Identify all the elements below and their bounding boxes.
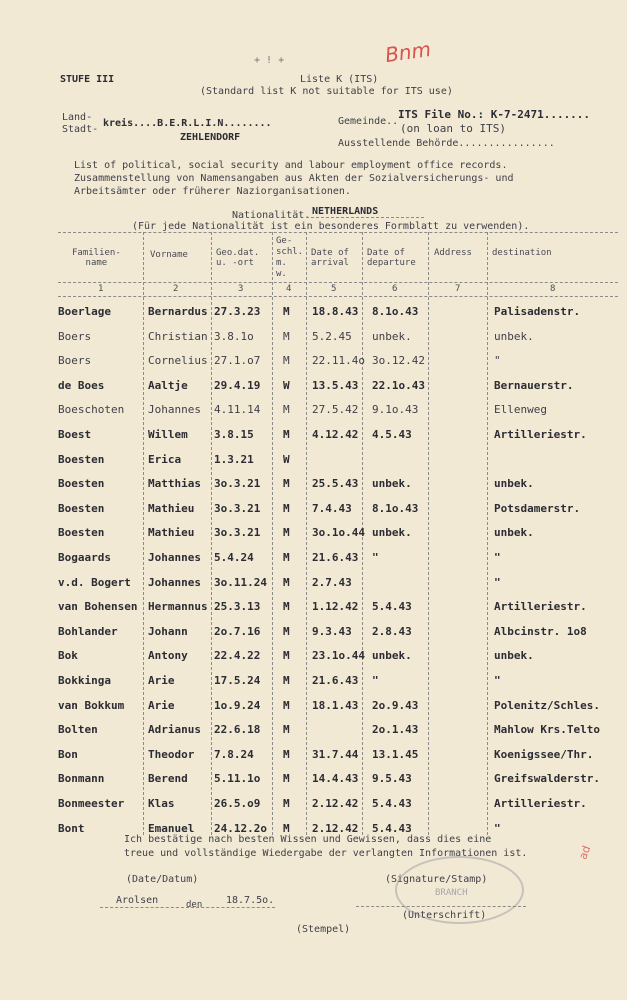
cell-sex: M	[283, 821, 290, 835]
cell-sex: M	[283, 403, 290, 417]
cell-birth-date: 3o.3.21	[214, 501, 261, 515]
cell-birth-date: 3.8.1o	[214, 329, 254, 343]
table-row	[0, 649, 627, 671]
land-label: Land-	[62, 112, 93, 123]
cell-departure-date: 2o.1.43	[372, 723, 419, 737]
cell-first-name: Johannes	[148, 575, 201, 589]
table-top-rule	[58, 232, 618, 233]
cell-birth-date: 7.8.24	[214, 747, 254, 761]
cell-arrival-date: 21.6.43	[312, 551, 359, 564]
cell-departure-date: 3o.12.42	[372, 354, 425, 368]
cell-first-name: Matthias	[148, 477, 201, 491]
col-header-address: Address	[434, 248, 472, 258]
cell-sex: M	[283, 772, 290, 786]
cell-sex: M	[283, 526, 290, 540]
cell-first-name: Mathieu	[148, 501, 195, 515]
cell-birth-date: 3o.3.21	[214, 477, 261, 491]
cell-first-name: Aaltje	[148, 378, 188, 392]
table-row	[0, 403, 627, 425]
cell-birth-date: 5.4.24	[214, 551, 254, 564]
cell-departure-date: 8.1o.43	[372, 305, 419, 318]
nationality-note: (Für jede Nationalität ist ein besonderes Formblatt zu verwenden).	[132, 221, 530, 232]
cell-destination: unbek.	[494, 649, 534, 663]
cell-first-name: Klas	[148, 797, 175, 810]
cell-sex: M	[283, 354, 290, 368]
cell-destination: Artilleriestr.	[494, 600, 587, 614]
ausstellende-label: Ausstellende Behörde................	[338, 138, 555, 149]
cell-sex: M	[283, 747, 290, 761]
cell-family-name: Boers	[58, 354, 92, 368]
cell-first-name: Arie	[148, 698, 175, 712]
cell-arrival-date: 7.4.43	[312, 501, 352, 515]
cell-destination: Potsdamerstr.	[494, 501, 581, 515]
cell-arrival-date: 2.12.42	[312, 821, 359, 835]
cell-destination: unbek.	[494, 329, 534, 343]
col-number: 5	[331, 284, 337, 294]
table-row	[0, 772, 627, 794]
table-row	[0, 625, 627, 647]
cell-first-name: Antony	[148, 649, 188, 663]
cell-arrival-date: 1.12.42	[312, 600, 359, 614]
cell-family-name: Boesten	[58, 501, 105, 515]
cell-sex: M	[283, 674, 290, 687]
cell-arrival-date: 21.6.43	[312, 674, 359, 687]
cell-destination: "	[494, 674, 501, 687]
cell-departure-date: 13.1.45	[372, 747, 419, 761]
cell-first-name: Cornelius	[148, 354, 208, 368]
cell-destination: Artilleriestr.	[494, 428, 587, 441]
cell-family-name: Boesten	[58, 477, 105, 491]
cell-sex: M	[283, 305, 290, 318]
table-row	[0, 354, 627, 376]
table-row	[0, 428, 627, 450]
table-row	[0, 748, 627, 770]
unterschrift-label: (Unterschrift)	[402, 910, 487, 921]
cell-departure-date: 9.5.43	[372, 772, 412, 786]
cell-sex: M	[283, 649, 290, 663]
cell-destination: unbek.	[494, 477, 534, 491]
cell-sex: M	[283, 428, 290, 441]
cell-arrival-date: 25.5.43	[312, 477, 359, 491]
cell-family-name: Bok	[58, 649, 78, 663]
cell-first-name: Willem	[148, 428, 188, 441]
cell-arrival-date: 31.7.44	[312, 747, 359, 761]
den-label: den	[186, 900, 203, 910]
cell-first-name: Theodor	[148, 747, 195, 761]
cell-destination: "	[494, 354, 501, 368]
cell-birth-date: 1o.9.24	[214, 698, 261, 712]
cell-first-name: Emanuel	[148, 821, 195, 835]
cell-departure-date: unbek.	[372, 329, 412, 343]
cell-sex: W	[283, 378, 290, 392]
cell-sex: M	[283, 477, 290, 491]
date-value: 18.7.5o.	[226, 895, 275, 906]
cell-destination: Koenigssee/Thr.	[494, 747, 594, 761]
table-row	[0, 502, 627, 524]
place-value: Arolsen	[116, 895, 159, 906]
handwritten-note: Bnm	[383, 36, 433, 68]
cell-sex: M	[283, 698, 290, 712]
cell-first-name: Christian	[148, 329, 208, 343]
cell-family-name: v.d. Bogert	[58, 575, 131, 589]
cell-birth-date: 2o.7.16	[214, 624, 261, 638]
cell-destination: Ellenweg	[494, 403, 547, 417]
table-row	[0, 600, 627, 622]
cell-birth-date: 25.3.13	[214, 600, 261, 614]
cell-birth-date: 27.3.23	[214, 305, 261, 318]
cell-family-name: Bont	[58, 821, 85, 835]
cell-departure-date: 5.4.43	[372, 797, 412, 810]
cell-arrival-date: 9.3.43	[312, 624, 352, 638]
margin-mark: ad	[576, 843, 594, 862]
cell-destination: Greifswalderstr.	[494, 772, 600, 786]
table-row	[0, 576, 627, 598]
col-header-departure: Date of departure	[367, 248, 416, 268]
cell-destination: Artilleriestr.	[494, 797, 587, 810]
cell-sex: M	[283, 624, 290, 638]
cell-first-name: Arie	[148, 674, 175, 687]
cell-departure-date: unbek.	[372, 477, 412, 491]
table-row	[0, 699, 627, 721]
description-line-2: Zusammenstellung von Namensangaben aus Akten der Sozialversicherungs- und	[74, 173, 514, 184]
cell-family-name: Bon	[58, 747, 78, 761]
confirmation-line-1: Ich bestätige nach besten Wissen und Gewissen, dass dies eine	[124, 834, 492, 845]
cell-sex: M	[283, 797, 290, 810]
col-number: 6	[392, 284, 398, 294]
cell-family-name: Bolten	[58, 723, 98, 737]
stamp-text: BRANCH	[435, 888, 468, 898]
cell-destination: Albcinstr. 1o8	[494, 624, 587, 638]
cell-first-name: Hermannus	[148, 600, 208, 614]
table-row	[0, 674, 627, 696]
cell-family-name: Bohlander	[58, 624, 118, 638]
cell-sex: M	[283, 575, 290, 589]
cell-birth-date: 3o.11.24	[214, 575, 267, 589]
col-number: 2	[173, 284, 179, 294]
cell-birth-date: 26.5.o9	[214, 797, 261, 810]
cell-arrival-date: 18.8.43	[312, 305, 359, 318]
cell-departure-date: 5.4.43	[372, 821, 412, 835]
cell-first-name: Berend	[148, 772, 188, 786]
cell-departure-date: 9.1o.43	[372, 403, 419, 417]
confirmation-line-2: treue und vollständige Wiedergabe der verlangten Informationen ist.	[124, 848, 528, 859]
cell-departure-date: 2.8.43	[372, 624, 412, 638]
cell-birth-date: 22.4.22	[214, 649, 261, 663]
liste-title: Liste K (ITS)	[300, 74, 379, 85]
cell-family-name: van Bohensen	[58, 600, 138, 614]
table-row	[0, 551, 627, 573]
cell-destination: unbek.	[494, 526, 534, 540]
cell-family-name: Boesten	[58, 452, 105, 466]
col-header-geschlecht: Ge- schl. m. w.	[276, 236, 304, 279]
cell-arrival-date: 23.1o.44	[312, 649, 365, 663]
cell-sex: M	[283, 329, 290, 343]
cell-birth-date: 17.5.24	[214, 674, 261, 687]
table-row	[0, 453, 627, 475]
cell-sex: M	[283, 723, 290, 737]
cell-family-name: Boerlage	[58, 305, 111, 318]
cell-departure-date: "	[372, 551, 379, 564]
table-row	[0, 477, 627, 499]
col-number: 7	[455, 284, 461, 294]
col-header-geodat: Geo.dat. u. -ort	[216, 248, 260, 268]
table-row	[0, 723, 627, 745]
cell-sex: M	[283, 551, 290, 564]
nationality-underline	[306, 217, 424, 218]
cell-family-name: Boest	[58, 428, 92, 441]
cell-first-name: Adrianus	[148, 723, 201, 737]
cell-birth-date: 24.12.2o	[214, 821, 267, 835]
col-number: 4	[286, 284, 292, 294]
cell-first-name: Bernardus	[148, 305, 208, 318]
cell-first-name: Erica	[148, 452, 182, 466]
cell-family-name: Boers	[58, 329, 92, 343]
kreis-value: ZEHLENDORF	[180, 132, 241, 143]
col-header-destination: destination	[492, 248, 552, 258]
cell-sex: W	[283, 452, 290, 466]
cell-family-name: Bonmeester	[58, 797, 125, 810]
cell-departure-date: unbek.	[372, 649, 412, 663]
cell-departure-date: 5.4.43	[372, 600, 412, 614]
description-line-3: Arbeitsämter oder früherer Naziorganisationen.	[74, 186, 351, 197]
cell-arrival-date: 14.4.43	[312, 772, 359, 786]
cell-arrival-date: 2.7.43	[312, 575, 352, 589]
table-row	[0, 379, 627, 401]
col-header-arrival: Date of arrival	[311, 248, 349, 268]
cell-first-name: Mathieu	[148, 526, 195, 540]
cell-arrival-date: 27.5.42	[312, 403, 359, 417]
cell-destination: Palisadenstr.	[494, 305, 581, 318]
cell-family-name: van Bokkum	[58, 698, 125, 712]
col-header-familienname: Familien- name	[72, 248, 121, 268]
its-file-number: ITS File No.: K-7-2471.......	[398, 108, 591, 121]
cell-family-name: Boesten	[58, 526, 105, 540]
cell-destination: Bernauerstr.	[494, 378, 574, 392]
cell-destination: "	[494, 821, 501, 835]
cell-family-name: Bogaards	[58, 551, 111, 564]
cell-departure-date: 4.5.43	[372, 428, 412, 441]
col-number: 8	[550, 284, 556, 294]
cell-departure-date: "	[372, 674, 379, 687]
table-row	[0, 330, 627, 352]
cell-arrival-date: 5.2.45	[312, 329, 352, 343]
table-row	[0, 526, 627, 548]
stufe-label: STUFE III	[60, 74, 115, 85]
cell-birth-date: 27.1.o7	[214, 354, 261, 368]
cell-family-name: de Boes	[58, 378, 105, 392]
on-loan-note: (on loan to ITS)	[400, 122, 506, 135]
cell-arrival-date: 22.11.4o	[312, 354, 365, 368]
cell-arrival-date: 4.12.42	[312, 428, 359, 441]
cell-departure-date: 8.1o.43	[372, 501, 419, 515]
date-line	[100, 907, 275, 908]
col-number: 1	[98, 284, 104, 294]
cell-sex: M	[283, 501, 290, 515]
gemeinde-label: Gemeinde..	[338, 116, 399, 127]
stadt-label: Stadt-	[62, 124, 99, 135]
cell-family-name: Boeschoten	[58, 403, 125, 417]
cell-departure-date: unbek.	[372, 526, 412, 540]
cell-destination: "	[494, 575, 501, 589]
cell-birth-date: 1.3.21	[214, 452, 254, 466]
nationality-value: NETHERLANDS	[312, 206, 379, 217]
cell-birth-date: 29.4.19	[214, 378, 261, 392]
cell-family-name: Bokkinga	[58, 674, 111, 687]
cell-arrival-date: 18.1.43	[312, 698, 359, 712]
cell-birth-date: 3.8.15	[214, 428, 254, 441]
table-header-rule	[58, 282, 618, 283]
nationality-label: Nationalität.	[232, 210, 311, 221]
table-row	[0, 797, 627, 819]
table-row	[0, 305, 627, 327]
cell-family-name: Bonmann	[58, 772, 105, 786]
cell-arrival-date: 3o.1o.44	[312, 526, 365, 540]
cell-first-name: Johann	[148, 624, 188, 638]
cell-departure-date: 2o.9.43	[372, 698, 419, 712]
cell-sex: M	[283, 600, 290, 614]
cell-destination: Mahlow Krs.Telto	[494, 723, 600, 737]
signature-label: (Signature/Stamp)	[385, 874, 488, 885]
cell-birth-date: 22.6.18	[214, 723, 261, 737]
top-marks: + ! +	[254, 55, 285, 66]
cell-first-name: Johannes	[148, 551, 201, 564]
cell-destination: "	[494, 551, 501, 564]
cell-birth-date: 3o.3.21	[214, 526, 261, 540]
cell-arrival-date: 2.12.42	[312, 797, 359, 810]
cell-birth-date: 5.11.1o	[214, 772, 261, 786]
col-header-vorname: Vorname	[150, 250, 188, 260]
kreis-label: kreis....B.E.R.L.I.N........	[103, 118, 272, 129]
description-line-1: List of political, social security and labour employment office records.	[74, 160, 508, 171]
cell-birth-date: 4.11.14	[214, 403, 261, 417]
col-number: 3	[238, 284, 244, 294]
cell-departure-date: 22.1o.43	[372, 378, 425, 392]
stempel-label: (Stempel)	[296, 924, 351, 935]
cell-first-name: Johannes	[148, 403, 201, 417]
date-label: (Date/Datum)	[126, 874, 199, 885]
cell-destination: Polenitz/Schles.	[494, 698, 600, 712]
table-number-rule	[58, 296, 618, 297]
standard-note: (Standard list K not suitable for ITS use)	[200, 86, 453, 97]
cell-arrival-date: 13.5.43	[312, 378, 359, 392]
